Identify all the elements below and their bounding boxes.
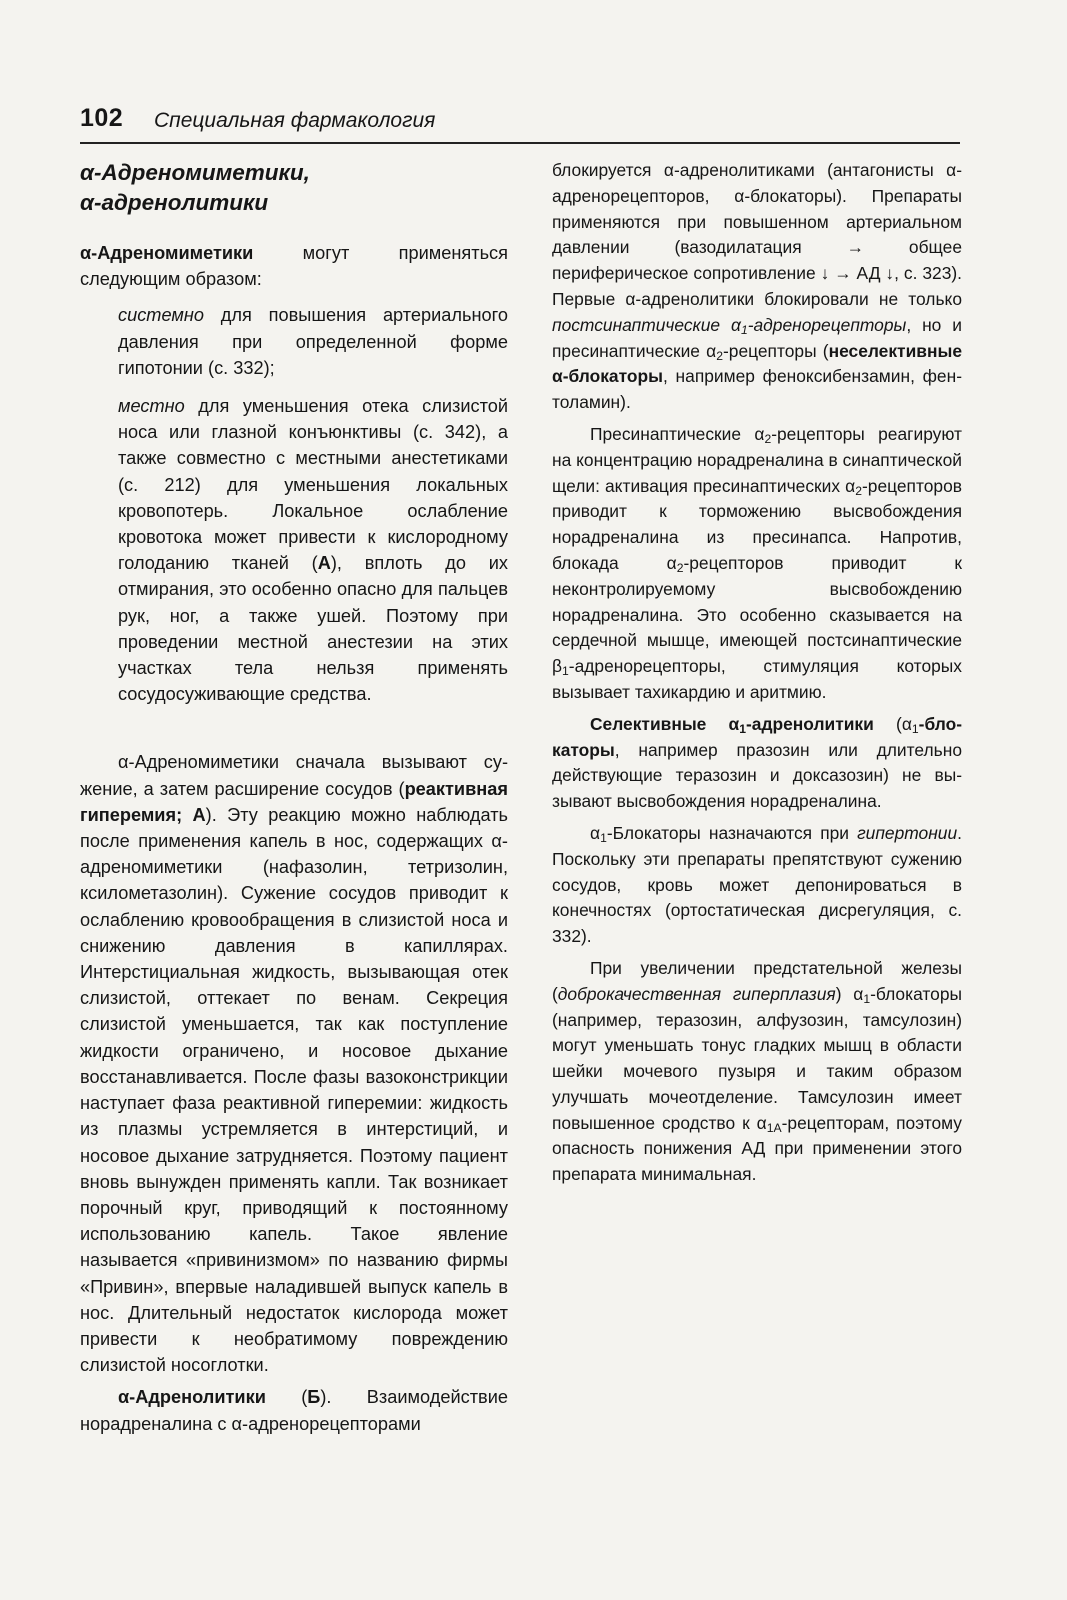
paragraph-hypertension	[552, 821, 962, 950]
section-title-line-1: α-Адреномиметики,	[80, 160, 310, 185]
text-run: -рецепторам, поэтому опасность понижения АД при применении этого препарата минимальная.	[552, 1112, 963, 1185]
text-run: -рецепторов приводит к неконтролируемому высвобождению норадреналина. Это особенно сказывается на сердечной мышце, имеющей постсинаптические β	[552, 552, 962, 677]
usage-item-systemic-term: системно	[118, 305, 204, 326]
text-run: , например феноксибензамин, фентоламин).	[552, 366, 962, 413]
text-run: -Блокаторы назначаются при	[606, 822, 858, 843]
paragraph-adrenolytics	[80, 1384, 508, 1436]
subscript: 1	[911, 721, 919, 736]
text-run: -блокаторы (например, теразозин, алфузозин, тамсулозин) могут уменьшать тонус гладких мышц в области шейки мочевого пузыря и таким образом улучшать мочеотделение. Тамсулозин имеет повышенное сродство к α	[552, 983, 962, 1133]
paragraph-prostate	[552, 956, 962, 1188]
paragraph-reactive-hyperemia-tail: ). Эту реакцию можно наблюдать после применения капель в нос, содержащих α-адреномиметики (нафазолин, тетризолин, ксилометазолин). Сужение сосудов приводит к ослаблению кровообращения в слизистой носа и снижению давления в капиллярах. Интерстициальная жидкость, вызывающая отек слизистой, оттекает по венам. Секреция слизистой уменьшается, так как поступление жидкости ограничено, и носовое дыхание восстанавливается. После фазы вазоконстрикции наступает фаза реактивной гиперемии: жидкость из плазмы устремляется в интерстиций, и носовое дыхание затрудняется. Поэтому пациент вновь вынужден применять капли. Так возникает порочный круг, приводящий к постоянному использованию капель. Такое явление называется «привинизмом» по названию фирмы «Привин», впервые наладившей выпуск капель в нос. Длительный недостаток кислорода может привести к необратимому повреждению слизистой носоглотки.	[80, 804, 508, 1376]
text-run: -рецепторы (	[722, 340, 829, 361]
subscript: 2	[764, 432, 772, 446]
text-run: α	[590, 822, 601, 843]
paragraph-reactive-hyperemia-text: α-Адреномиметики сначала вызывают сужение, а затем расширение сосудов (	[80, 752, 508, 799]
usage-item-local-text: для уменьшения отека слизистой носа или глазной конъюнктивы (с. 342), а также совместно с местными анестетиками (с. 212) для уменьшения локальных кровопотерь. Локальное ослабление кровотока может привести к кислородному голоданию тканей (	[118, 396, 508, 574]
selective-blockers-term: Селективные α	[590, 713, 740, 734]
left-column	[80, 158, 508, 1437]
text-run: При увеличении предстательной железы (	[552, 957, 962, 1004]
adrenolytics-term: α-Адренолитики	[118, 1387, 266, 1408]
italic-run: -адренорецепторы	[747, 314, 907, 335]
blockers-term: -блокаторы	[552, 713, 962, 760]
paragraph-blockers-continued	[552, 158, 962, 416]
text-run: . Поскольку эти препараты препятствуют сужению сосудов, кровь может депонироваться в конечностях (ортостатическая дисрегуляция, с. 332).	[552, 822, 962, 947]
italic-run: постсинаптические α	[552, 314, 741, 335]
usage-item-local-term: местно	[118, 396, 185, 417]
text-run: блокируется α-адренолитиками (антагонисты α-адренорецепторов, α-блокаторы). Препараты применяются при повышенном артериальном давлении (вазодилатация → общее периферическое сопротивление ↓ → АД ↓, с. 323). Первые α-адренолитики блокировали не только	[552, 160, 962, 309]
intro-term: α-Адреномиметики	[80, 243, 254, 263]
subscript: 2	[716, 348, 723, 363]
subscript: 1	[740, 322, 748, 337]
paragraph-presynaptic-receptors	[552, 422, 962, 706]
usage-item-systemic	[118, 302, 508, 381]
subscript: 1	[600, 830, 607, 845]
intro-text: могут применяться следующим образом:	[80, 243, 508, 290]
figure-ref-b: Б	[307, 1387, 321, 1408]
reactive-hyperemia-term: реактивная гиперемия; А	[80, 778, 508, 825]
text-run: ) α	[835, 983, 864, 1004]
text-run: -рецепторов приводит к торможению высвобождения норадреналина из пресинапса. Напротив, блокада α	[552, 475, 962, 573]
selective-blockers-term: -адренолитики	[746, 713, 874, 734]
paragraph-adrenolytics-paren: (	[265, 1387, 308, 1408]
paragraph-adrenolytics-text: ). Взаимодействие норадреналина с α-адренорецепторами	[80, 1387, 508, 1434]
subscript: 1A	[766, 1120, 782, 1135]
italic-run: доброкачественная гиперплазия	[557, 983, 836, 1004]
usage-item-local-tail: ), вплоть до их отмирания, это особенно опасно для пальцев рук, ног, а также ушей. Поэтому при проведении местной анестезии на этих участках тела нельзя применять сосудосуживающие средства.	[118, 553, 508, 705]
subscript: 2	[676, 560, 684, 575]
running-head	[80, 102, 960, 144]
text-run: Пресинаптические α	[590, 423, 765, 444]
subscript: 2	[855, 483, 862, 498]
paragraph-reactive-hyperemia	[80, 749, 508, 1378]
text-run: -рецепторы реагируют на концентрацию норадреналина в синаптической щели: активация пресинаптических α	[552, 423, 962, 496]
text-run: -адренорецепторы, стимуляция которых вызывает тахикардию и аритмию.	[552, 656, 962, 702]
usage-item-systemic-text: для повышения артериального давления при определенной форме гипотонии (с. 332);	[118, 305, 508, 378]
spacer	[80, 719, 508, 749]
section-title	[80, 158, 508, 218]
subscript: 1	[739, 721, 746, 736]
text-run: (α	[873, 713, 912, 734]
italic-run: гипертонии	[857, 822, 958, 843]
nonselective-blockers-term: неселективные α-блокаторы	[552, 340, 962, 387]
page-number: 102	[80, 104, 124, 132]
right-column	[552, 158, 962, 1188]
paragraph-selective-blockers	[552, 712, 962, 815]
subscript: 1	[863, 991, 871, 1006]
text-run: , например празозин или длительно действующие теразозин и доксазозин) не вызывают высвобождения норадреналина.	[552, 739, 962, 812]
subscript: 1	[562, 664, 569, 679]
usage-item-local	[118, 393, 508, 707]
section-title-line-2: α-адренолитики	[80, 190, 269, 215]
figure-ref-a: А	[317, 553, 331, 574]
running-title: Специальная фармакология	[154, 109, 436, 132]
intro-paragraph	[80, 240, 508, 292]
text-run: , но и пресинаптические α	[552, 314, 962, 361]
